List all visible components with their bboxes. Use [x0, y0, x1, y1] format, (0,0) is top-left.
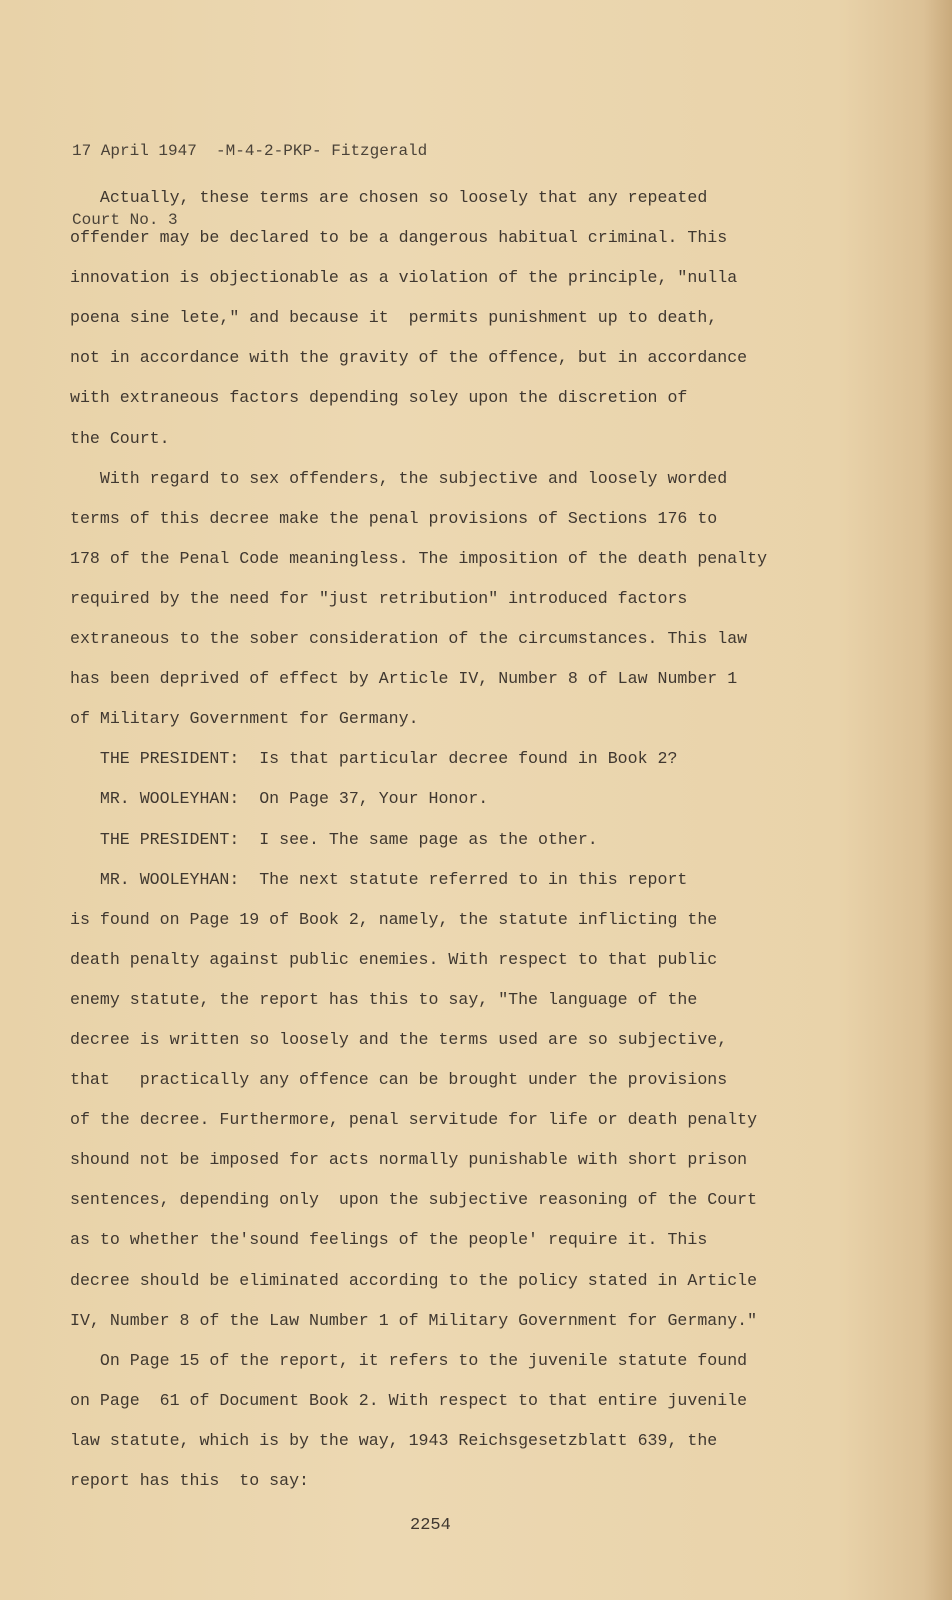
text-line: enemy statute, the report has this to say, "The language of the — [70, 989, 698, 1009]
text-line: death penalty against public enemies. With respect to that public — [70, 949, 718, 969]
text-line: MR. WOOLEYHAN: The next statute referred to in this report — [70, 869, 688, 889]
text-line: is found on Page 19 of Book 2, namely, the statute inflicting the — [70, 909, 718, 929]
text-line: law statute, which is by the way, 1943 Reichsgesetzblatt 639, the — [70, 1430, 718, 1450]
text-line: IV, Number 8 of the Law Number 1 of Military Government for Germany." — [70, 1310, 758, 1330]
text-line: Actually, these terms are chosen so loosely that any repeated — [70, 188, 708, 207]
text-line: On Page 15 of the report, it refers to the juvenile statute found — [70, 1350, 748, 1370]
text-line: of the decree. Furthermore, penal servitude for life or death penalty — [70, 1110, 758, 1130]
text-line: has been deprived of effect by Article IV, Number 8 of Law Number 1 — [70, 669, 738, 689]
text-line: as to whether the'sound feelings of the people' require it. This — [70, 1230, 708, 1250]
text-line: offender may be declared to be a dangerous habitual criminal. This — [70, 228, 728, 248]
header-date-reference: 17 April 1947 -M-4-2-PKP- Fitzgerald — [72, 142, 428, 160]
text-line: decree is written so loosely and the terms used are so subjective, — [70, 1029, 728, 1049]
text-line: With regard to sex offenders, the subjective and loosely worded — [70, 468, 728, 488]
text-line: the Court. — [70, 428, 170, 448]
text-line: extraneous to the sober consideration of the circumstances. This law — [70, 629, 748, 649]
page-number: 2254 — [410, 1516, 451, 1535]
text-line: of Military Government for Germany. — [70, 709, 419, 729]
text-line: THE PRESIDENT: Is that particular decree found in Book 2? — [70, 749, 678, 769]
text-line: THE PRESIDENT: I see. The same page as the other. — [70, 829, 598, 849]
text-line: poena sine lete," and because it permits punishment up to death, — [70, 308, 718, 328]
text-line: on Page 61 of Document Book 2. With respect to that entire juvenile — [70, 1390, 748, 1410]
text-line: sentences, depending only upon the subjective reasoning of the Court — [70, 1190, 758, 1210]
text-line: decree should be eliminated according to the policy stated in Article — [70, 1270, 758, 1290]
text-line: MR. WOOLEYHAN: On Page 37, Your Honor. — [70, 789, 489, 809]
text-line: 178 of the Penal Code meaningless. The imposition of the death penalty — [70, 548, 768, 568]
header-court: Court No. 3 — [72, 211, 178, 229]
text-line: not in accordance with the gravity of the offence, but in accordance — [70, 348, 748, 368]
text-line: that practically any offence can be brought under the provisions — [70, 1070, 728, 1090]
text-line: terms of this decree make the penal provisions of Sections 176 to — [70, 508, 718, 528]
text-line: innovation is objectionable as a violation of the principle, "nulla — [70, 268, 738, 288]
text-line: shound not be imposed for acts normally punishable with short prison — [70, 1150, 748, 1170]
document-body — [70, 178, 767, 1501]
text-line: with extraneous factors depending soley upon the discretion of — [70, 388, 688, 408]
text-line: required by the need for "just retribution" introduced factors — [70, 588, 688, 608]
text-line: report has this to say: — [70, 1471, 309, 1490]
